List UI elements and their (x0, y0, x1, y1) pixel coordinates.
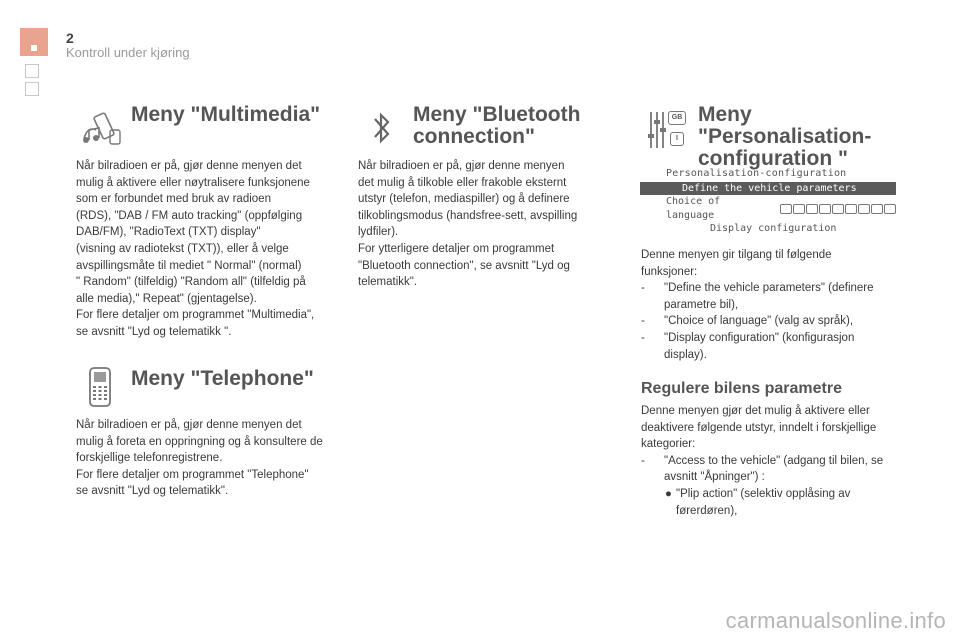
personalisation-heading-line3: configuration " (698, 147, 848, 170)
bluetooth-line: det mulig å tilkoble eller frakoble eksternt (358, 176, 567, 189)
multimedia-line: DAB/FM), "RadioText (TXT) display" (76, 226, 261, 239)
screen-selected-item[interactable]: Define the vehicle parameters (640, 182, 896, 195)
bullet-icon: ● (665, 487, 672, 500)
multimedia-body (76, 158, 346, 341)
language-i-badge: I (670, 132, 684, 146)
bluetooth-line: Når bilradioen er på, gjør denne menyen (358, 160, 565, 172)
multimedia-line: For flere detaljer om programmet "Multimedia", (76, 309, 315, 322)
bluetooth-line: "Bluetooth connection", se avsnitt "Lyd og (358, 259, 570, 272)
telephone-line: se avsnitt "Lyd og telematikk". (76, 485, 229, 498)
bluetooth-body (358, 158, 628, 291)
regulate-body (641, 403, 916, 519)
chapter-title: Kontroll under kjøring (66, 45, 190, 60)
multimedia-line: Når bilradioen er på, gjør denne menyen det (76, 160, 302, 172)
personalisation-intro-line: funksjoner: (641, 265, 698, 278)
language-flags-icon (780, 204, 896, 214)
telephone-line: forskjellige telefonregistrene. (76, 452, 223, 465)
chapter-tab-empty (25, 82, 39, 96)
multimedia-line: (RDS), "DAB / FM auto tracking" (oppfølging (76, 209, 303, 222)
telephone-line: mulig å foreta en oppringning og å konsultere de (76, 435, 323, 448)
chapter-tab-active (20, 28, 48, 56)
telephone-line: For flere detaljer om programmet "Telephone" (76, 468, 309, 481)
multimedia-line: alle media)," Repeat" (gjentagelse). (76, 292, 257, 305)
bluetooth-heading (413, 104, 580, 148)
regulate-sub-item: ● "Plip action" (selektiv opplåsing av førerdøren), (665, 487, 851, 517)
music-phone-icon (80, 108, 126, 153)
regulate-list (641, 453, 916, 486)
mobile-phone-icon (88, 366, 112, 413)
screen-title: Personalisation-configuration (666, 168, 847, 179)
settings-sliders-icon (646, 110, 690, 150)
regulate-heading: Regulere bilens parametre (641, 380, 842, 397)
list-item: - "Display configuration" (konfigurasjon display). (641, 331, 855, 361)
bluetooth-heading-line2: connection" (413, 125, 535, 148)
bluetooth-line: telematikk". (358, 276, 418, 289)
bluetooth-line: lydfiler). (358, 226, 399, 239)
screen-language-row[interactable] (640, 195, 896, 223)
bluetooth-icon (372, 110, 392, 151)
personalisation-heading (698, 104, 871, 170)
regulate-intro-line: kategorier: (641, 438, 696, 451)
telephone-body (76, 417, 346, 500)
bluetooth-line: tilkoblingsmodus (handsfree-sett, avspilling (358, 209, 578, 222)
multimedia-heading: Meny "Multimedia" (131, 103, 321, 126)
page-number: 2 (66, 30, 74, 46)
multimedia-line: se avsnitt "Lyd og telematikk ". (76, 325, 232, 338)
multimedia-line: (visning av radiotekst (TXT)), eller å velge (76, 242, 289, 255)
list-item: - "Define the vehicle parameters" (definere parametre bil), (641, 282, 874, 311)
personalisation-list (641, 280, 916, 363)
bluetooth-line: For ytterligere detaljer om programmet (358, 242, 555, 255)
regulate-intro-line: Denne menyen gjør det mulig å aktivere eller (641, 405, 870, 417)
screen-language-label: Choice of language (666, 196, 721, 221)
telephone-heading: Meny "Telephone" (131, 367, 314, 390)
list-item: - "Choice of language" (valg av språk), (641, 315, 854, 328)
personalisation-screen (640, 168, 896, 234)
multimedia-line: avspillingsmåte til mediet " Normal" (normal) (76, 259, 302, 272)
chapter-tab-empty (25, 64, 39, 78)
list-item: - "Access to the vehicle" (adgang til bilen, se avsnitt "Åpninger") : (641, 454, 884, 484)
watermark: carmanualsonline.info (725, 608, 946, 633)
multimedia-line: som er forbundet med bruk av radioen (76, 193, 271, 206)
language-gb-badge: GB (668, 111, 686, 125)
telephone-line: Når bilradioen er på, gjør denne menyen det (76, 419, 302, 431)
regulate-intro-line: deaktivere følgende utstyr, inndelt i forskjellige (641, 421, 877, 434)
multimedia-line: " Random" (tilfeldig) "Random all" (tilfeldig på (76, 276, 306, 289)
bluetooth-line: utstyr (telefon, mediaspiller) og å definere (358, 193, 570, 206)
multimedia-line: mulig å aktivere eller nøytralisere funksjonene (76, 176, 310, 189)
personalisation-body (641, 247, 916, 363)
personalisation-heading-line2: "Personalisation- (698, 125, 872, 148)
screen-display-row[interactable]: Display configuration (710, 223, 837, 234)
bluetooth-heading-line1: Meny "Bluetooth (413, 103, 581, 126)
personalisation-heading-line1: Meny (698, 103, 752, 126)
personalisation-intro-line: Denne menyen gir tilgang til følgende (641, 249, 832, 261)
